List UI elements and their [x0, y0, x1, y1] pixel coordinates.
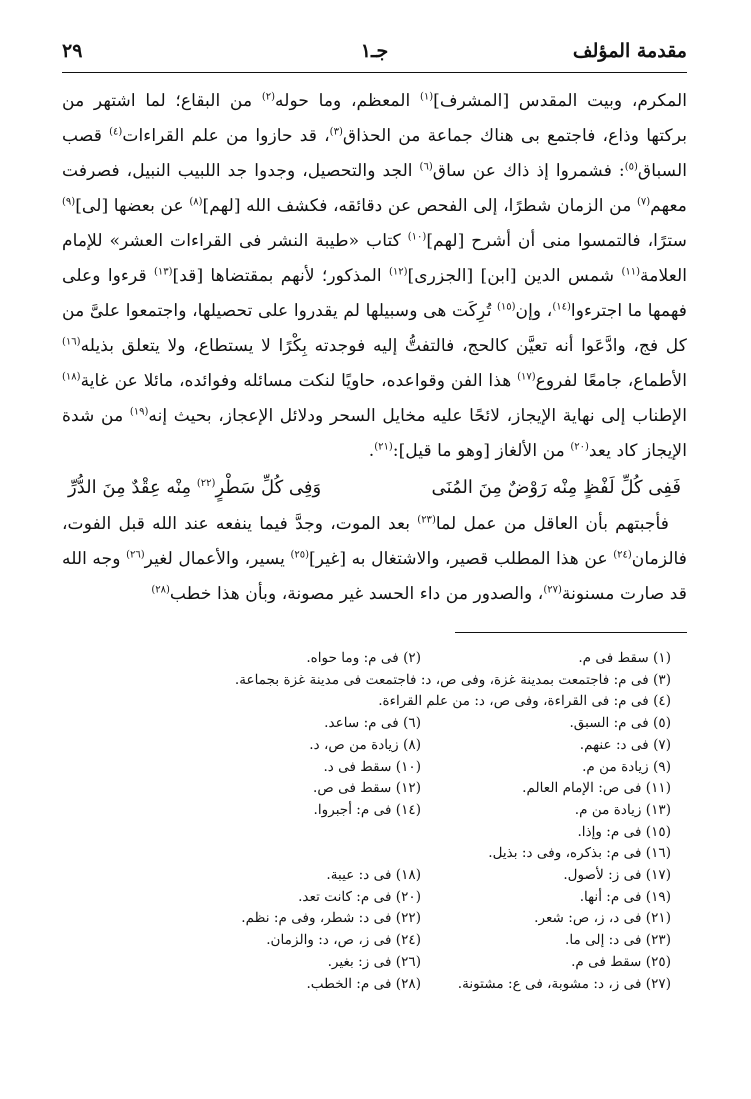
footnote-ref: (٢٨): [151, 584, 170, 596]
footnote-ref: (١١): [621, 266, 641, 278]
footnote-ref: (٤): [109, 126, 123, 138]
footnote: (٦) فى م: ساعد.: [324, 715, 421, 732]
text-run: الجد والتحصيل، وجدوا جد اللبيب النبيل، فصرفت معهم: [62, 161, 688, 216]
footnote-row: [62, 757, 671, 779]
footnote-ref: (١٢): [388, 266, 408, 278]
text-run: قصب السباق: [62, 126, 687, 181]
footnote-ref: (١٣): [153, 266, 173, 278]
verse-second-hemistich: [68, 469, 321, 507]
text-run: كتاب «طيبة النشر فى القراءات العشر» للإمام العلامة: [62, 231, 688, 286]
footnote-ref: (١٩): [129, 406, 149, 418]
footnote: (٢٢) فى د: شطر، وفى م: نظم.: [241, 910, 421, 927]
footnote-ref: (١٧): [517, 371, 536, 383]
footnote-ref: (٢٧): [543, 584, 562, 596]
text-run: هذا الفن وقواعده، حاويًا لنكت مسائله وفوائده، مائلا عن غاية: [80, 371, 518, 391]
footnote-rule: [455, 632, 687, 633]
page-number: ٢٩: [62, 40, 83, 62]
text-run: عن بعضها [لى]: [75, 196, 190, 216]
footnote-ref: (١٤): [552, 301, 571, 313]
footnote-ref: (٢٦): [126, 549, 145, 561]
footnote-row: [62, 691, 671, 713]
footnote-row: [62, 713, 671, 735]
paragraph-2: [62, 507, 687, 612]
footnote: (٣) فى م: فاجتمعت بمدينة غزة، وفى ص، د: فاجتمعت فى مدينة غزة بجماعة.: [234, 671, 671, 688]
footnote-row: [62, 887, 671, 909]
text-run: الأطماع، جامعًا لفروع: [535, 371, 687, 391]
footnote-ref: (٩): [62, 196, 76, 208]
footnote-ref: (١٠): [407, 231, 427, 243]
footnote: (١٢) سقط فى ص.: [313, 780, 421, 797]
footnote-ref: (١٦): [62, 336, 81, 348]
footnote-row: [62, 952, 671, 974]
footnote: (٢٠) فى م: كانت تعد.: [298, 888, 421, 905]
footnote: [62, 843, 421, 865]
footnote-ref: (٦): [419, 161, 433, 173]
footnote-row: [62, 735, 671, 757]
text-run: المعظم، وما حوله: [275, 91, 420, 111]
footnote-row: [62, 648, 671, 670]
header-volume: جـ١: [360, 40, 389, 62]
text-run: قرءوا وعلى فهمها ما اجترءوا: [62, 266, 687, 321]
footnote: (٢٣) فى د: إلى ما.: [565, 932, 671, 949]
footnote-ref: (١٨): [62, 371, 81, 383]
verse-second-text-end: مِنْه عِقْدٌ مِنَ الدُّرِّ: [68, 477, 197, 498]
text-run: شمس الدين [ابن] [الجزرى]: [407, 266, 622, 286]
text-run: فأجبتهم بأن العاقل من عمل لما: [435, 514, 669, 534]
footnote-ref: (٨): [189, 196, 203, 208]
text-run: وجه الله قد صارت مسنونة: [62, 549, 687, 604]
footnote: (١٧) فى ز: لأصول.: [563, 867, 671, 884]
footnote-row: [62, 778, 671, 800]
footnote-ref: (١٥): [496, 301, 516, 313]
footnote: (٩) زيادة من م.: [582, 758, 671, 775]
footnote-ref: (٢): [261, 91, 276, 103]
footnote-row: [62, 908, 671, 930]
text-run: من الألغاز [وهو ما قيل]:: [392, 441, 571, 461]
verse-line: [62, 469, 687, 507]
footnote-ref: (٢١): [374, 441, 393, 453]
header-title: مقدمة المؤلف: [572, 40, 687, 62]
footnote: (٢٧) فى ز، د: مشوبة، فى ع: مشتونة.: [457, 975, 671, 992]
paragraph-1: [62, 84, 687, 469]
footnote-ref: (٣): [329, 126, 343, 138]
footnote-row: [62, 930, 671, 952]
footnote: (٤) فى م: فى القراءة، وفى ص، د: من علم القراءة.: [378, 693, 671, 710]
footnote: (١) سقط فى م.: [578, 650, 671, 666]
footnote: (١١) فى ص: الإمام العالم.: [522, 780, 671, 797]
footnote-ref: (١): [419, 91, 434, 103]
footnote-row: [62, 974, 671, 996]
footnote-ref: (٢٣): [417, 514, 436, 526]
footnote: (٢٦) فى ز: بغير.: [327, 953, 421, 970]
text-run: من شدة الإيجاز كاد يعد: [62, 406, 687, 461]
footnote: (١٤) فى م: أجبروا.: [313, 801, 421, 818]
text-run: المذكور؛ لأنهم بمقتضاها [قد]: [172, 266, 389, 286]
footnote: (١٩) فى م: أنها.: [579, 888, 671, 905]
footnotes: [62, 648, 671, 995]
verse-first-hemistich: فَفِى كُلِّ لَفْظٍ مِنْه رَوْضٌ مِنَ المُنَى: [431, 477, 681, 498]
text-run: تُرِكَت هى وسبيلها لم يقدروا على تحصيلها، واجتمعوا علىَّ من كل فج، وادَّعَوا أنه تعيَّن كالحج، فالتفتُّ إليه فوجدته بِكْرًا لا يستطاع، ولا يتعلق بذيله: [62, 301, 687, 356]
footnote: (٥) فى م: السبق.: [569, 715, 671, 732]
text-run: يسير، والأعمال لغير: [144, 549, 291, 569]
text-run: من الزمان شطرًا، إلى الفحص عن دقائقه، فكشف الله [لهم]: [202, 196, 637, 216]
header-rule: [62, 72, 687, 73]
body-text: [62, 84, 687, 612]
footnote: [62, 822, 421, 844]
text-run: من البقاع؛ لما اشتهر من بركتها وذاع، فاجتمع بى هناك جماعة من الحذاق: [62, 91, 687, 146]
footnote: (٢) فى م: وما حواه.: [306, 650, 421, 666]
footnote-row: [62, 822, 671, 844]
footnote: (١٠) سقط فى د.: [323, 758, 421, 775]
text-run: ، وإن: [515, 301, 553, 321]
footnote-ref: (٢٢): [196, 478, 216, 489]
footnote-ref: (٢٤): [613, 549, 632, 561]
verse-second-text: وَفِى كُلِّ سَطْرٍ: [215, 477, 322, 498]
running-header: [62, 34, 687, 68]
footnote-row: [62, 843, 671, 865]
footnote-ref: (٢٠): [570, 441, 589, 453]
text-run: ، قد حازوا من علم القراءات: [122, 126, 330, 146]
text-run: الإطناب إلى نهاية الإيجاز، لائحًا عليه مخايل السحر ودلائل الإعجاز، بحيث إنه: [148, 406, 687, 426]
footnote: (١٥) فى م: وإذا.: [577, 823, 671, 840]
footnote: [62, 691, 421, 713]
text-run: سترًا، فالتمسوا منى أن أشرح [لهم]: [426, 231, 687, 251]
footnote-ref: (٥): [624, 161, 638, 173]
footnote: (١٦) فى م: بذكره، وفى د: بذيل.: [488, 845, 671, 862]
footnote: (٢٨) فى م: الخطب.: [306, 975, 421, 992]
text-run: ، والصدور من داء الحسد غير مصونة، وبأن هذا خطب: [169, 584, 544, 604]
text-run: : فشمروا إذ ذاك عن ساق: [432, 161, 625, 181]
footnote: (٧) فى د: عنهم.: [579, 736, 671, 753]
text-run: بعد الموت، وجدَّ فيما ينفعه عند الله قبل الفوت، فالزمان: [62, 514, 688, 569]
text-run: .: [368, 441, 375, 461]
footnote: (٢٤) فى ز، ص، د: والزمان.: [266, 932, 421, 949]
footnote-row: [62, 800, 671, 822]
footnote: (١٨) فى د: عيبة.: [326, 867, 421, 884]
footnote-row: [62, 865, 671, 887]
footnote-ref: (٢٥): [290, 549, 310, 561]
footnote: (٢١) فى د، ز، ص: شعر.: [534, 910, 671, 927]
footnote: (٢٥) سقط فى م.: [571, 953, 671, 970]
footnote: (١٣) زيادة من م.: [574, 801, 671, 818]
footnote-row: [62, 670, 671, 692]
text-run: عن هذا المطلب قصير، والاشتغال به [غير]: [309, 549, 614, 569]
footnote: [62, 670, 421, 692]
text-run: المكرم، وبيت المقدس [المشرف]: [433, 91, 687, 111]
footnote: (٨) زيادة من ص، د.: [309, 736, 421, 753]
footnote-ref: (٧): [636, 196, 651, 208]
